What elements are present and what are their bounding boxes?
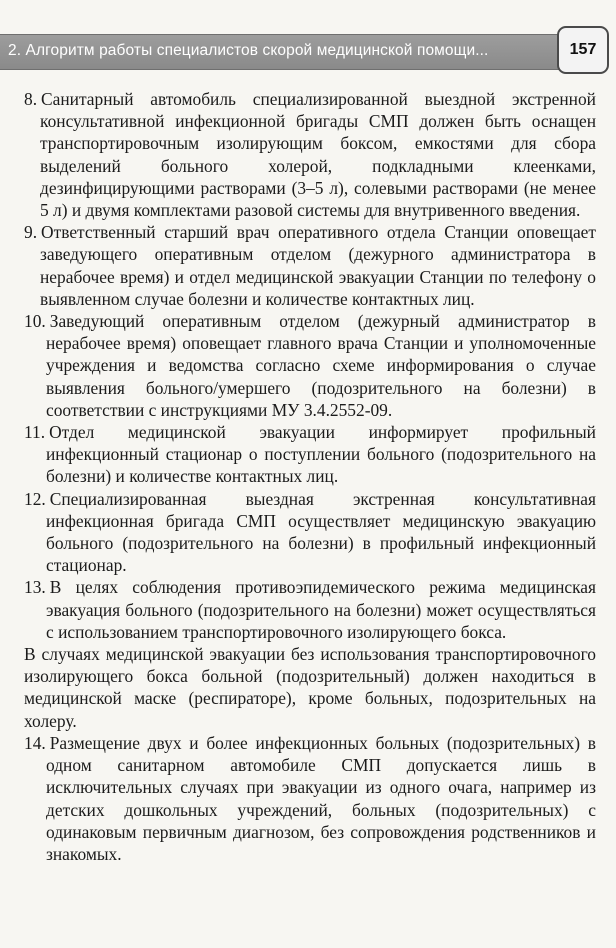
list-item-13 [24,576,596,643]
running-header [0,34,616,76]
header-bar [0,34,562,70]
item-number: 12. [24,488,46,509]
list-item-8 [24,88,596,221]
item-number: 13. [24,577,46,598]
item-text: Заведующий оперативным отделом (дежурный администратор в нерабочее время) оповещает главного врача Станции и уполномоченные учреждения и ведомства согласно схеме информирования о случае выявления больного/умершего (подозрительного на болезни) в соответствии с инструкциями МУ 3.4.2552-09. [46,311,596,420]
item-number: 9. [24,222,38,243]
list-item-10 [24,310,596,421]
item-number: 10. [24,311,46,332]
item-text: Ответственный старший врач оперативного отдела Станции оповещает заведующего оперативным отделом (дежурного администратора в нерабочее время) и отдел медицинской эвакуации Станции по телефону о выявленном случае болезни и количестве контактных лиц. [40,222,596,309]
item-text: В целях соблюдения противоэпидемического режима медицинская эвакуация больного (подозрительного на болезни) может осуществляться с использованием транспортировочного изолирующего бокса. [46,577,596,642]
item-text: Санитарный автомобиль специализированной выездной экстренной консультативной инфекционной бригады СМП должен быть оснащен транспортировочным изолирующим боксом, емкостями для сбора выделений больного холерой, подкладными клеенками, дезинфицирующими растворами (3–5 л), солевыми растворами (не менее 5 л) и двумя комплектами разовой системы для внутривенного введения. [40,89,596,221]
item-number: 8. [24,89,38,109]
item-text: В случаях медицинской эвакуации без использования транспортировочного изолирующего бокса больной (подозрительный) должен находиться в медицинской маске (респираторе), кроме больных, подозрительных на холеру. [24,644,596,731]
paragraph-note [24,643,596,732]
item-text: Специализированная выездная экстренная консультативная инфекционная бригада СМП осуществляет медицинскую эвакуацию больного (подозрительного на болезни) в профильный инфекционный стационар. [46,488,596,576]
list-item-14 [24,732,596,865]
item-text: Размещение двух и более инфекционных больных (подозрительных) в одном санитарном автомобиле СМП допускается лишь в исключительных случаях при эвакуации из одного очага, например из детских дошкольных учреждений, больных (подозрительных) с одинаковым первичным диагнозом, без сопровождения родственников и знакомых. [46,732,596,864]
page-content [24,88,596,865]
item-number: 11. [24,422,46,443]
header-title: 2. Алгоритм работы специалистов скорой медицинской помощи... [8,42,489,59]
item-text: Отдел медицинской эвакуации информирует профильный инфекционный стационар о поступлении больного (подозрительного на болезни) и количестве контактных лиц. [46,422,596,487]
item-number: 14. [24,732,46,753]
list-item-9 [24,221,596,310]
page-number: 157 [557,26,609,74]
list-item-12 [24,488,596,577]
list-item-11 [24,421,596,488]
